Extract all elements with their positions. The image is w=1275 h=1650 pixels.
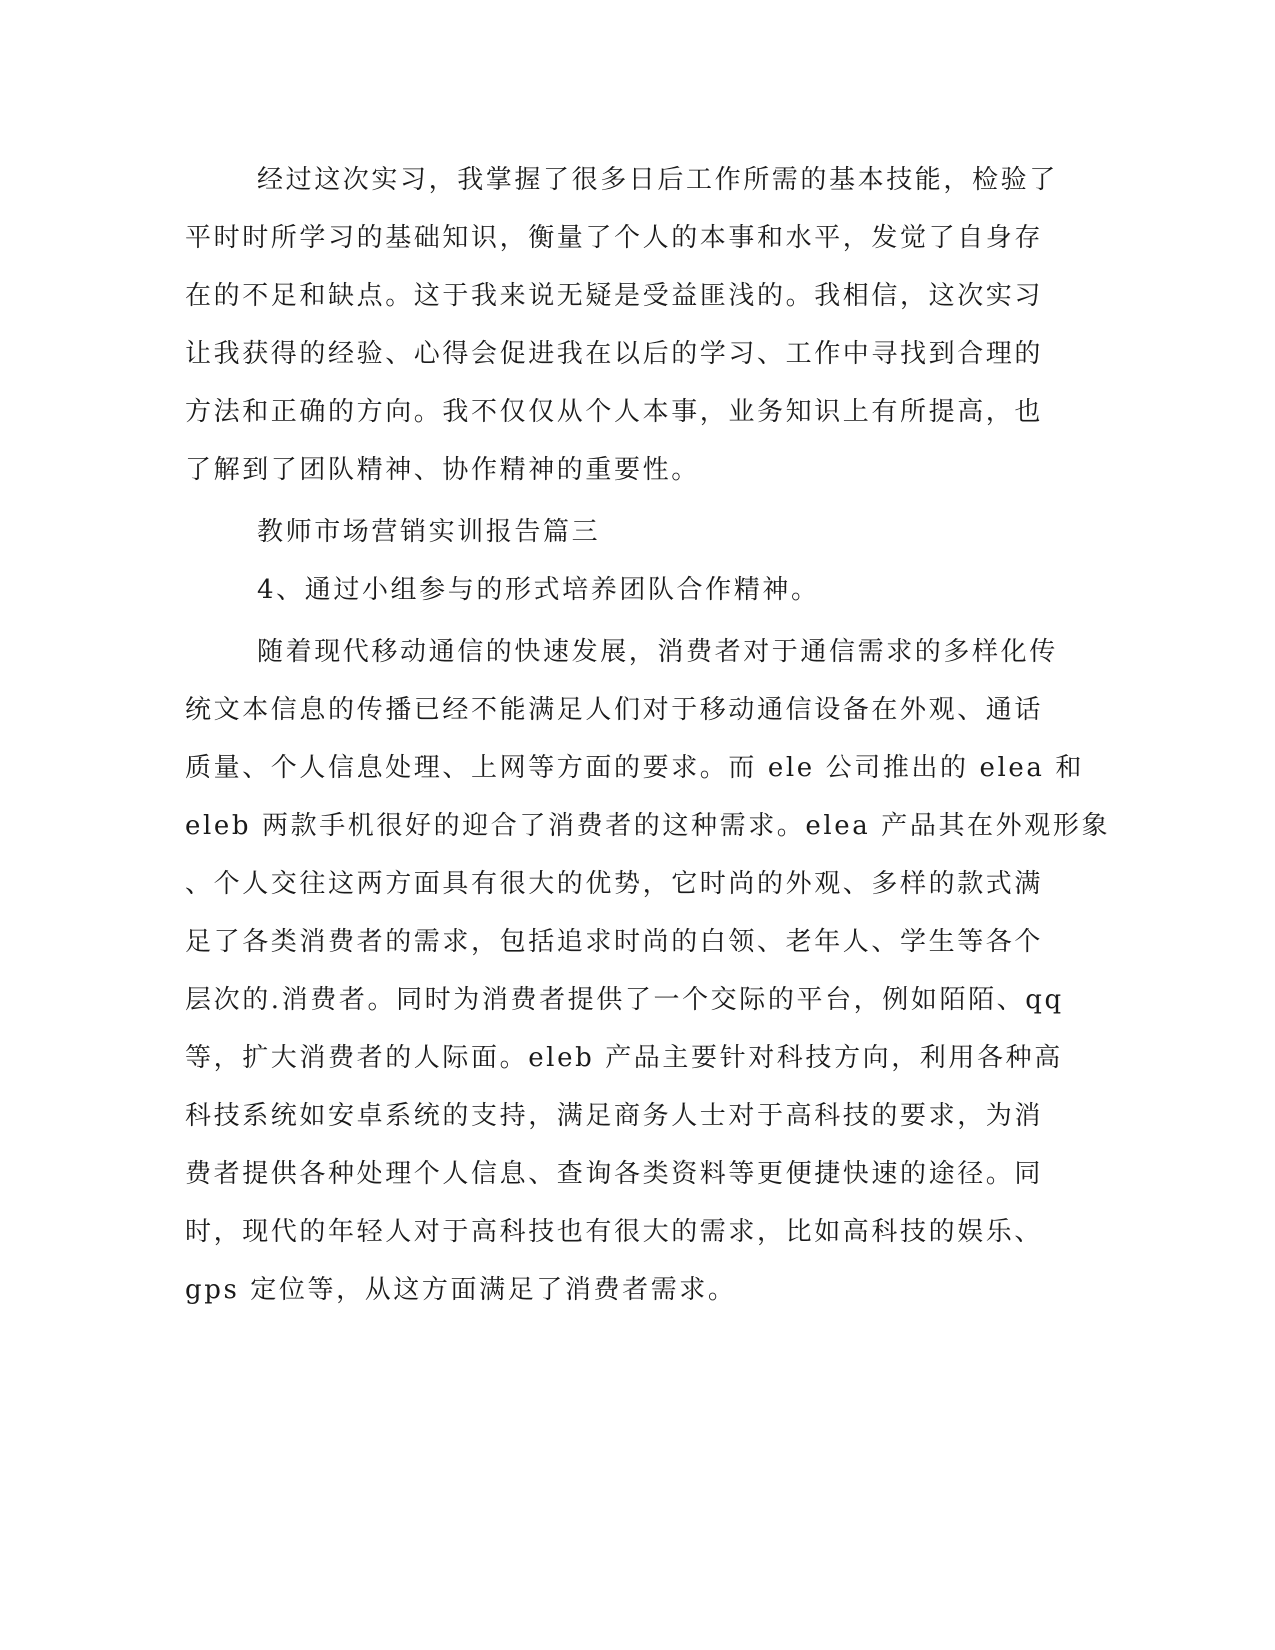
list-item-4: 4、通过小组参与的形式培养团队合作精神。	[257, 575, 820, 605]
paragraph-1-line-2: 平时时所学习的基础知识，衡量了个人的本事和水平，发觉了自身存	[185, 223, 1044, 253]
paragraph-2-line-2: 统文本信息的传播已经不能满足人们对于移动通信设备在外观、通话	[185, 695, 1044, 725]
paragraph-2-line-9: 科技系统如安卓系统的支持，满足商务人士对于高科技的要求，为消	[185, 1101, 1044, 1131]
paragraph-2-line-11: 时，现代的年轻人对于高科技也有很大的需求，比如高科技的娱乐、	[185, 1217, 1044, 1247]
paragraph-2-line-4: eleb 两款手机很好的迎合了消费者的这种需求。elea 产品其在外观形象	[185, 811, 1111, 841]
paragraph-2-line-5: 、个人交往这两方面具有很大的优势，它时尚的外观、多样的款式满	[185, 869, 1044, 899]
paragraph-2-line-7: 层次的.消费者。同时为消费者提供了一个交际的平台，例如陌陌、qq	[185, 985, 1064, 1015]
paragraph-2-line-8: 等，扩大消费者的人际面。eleb 产品主要针对科技方向，利用各种高	[185, 1043, 1063, 1073]
paragraph-1-line-1: 经过这次实习，我掌握了很多日后工作所需的基本技能，检验了	[257, 165, 1058, 195]
paragraph-2-line-3: 质量、个人信息处理、上网等方面的要求。而 ele 公司推出的 elea 和	[185, 753, 1084, 783]
paragraph-1-line-3: 在的不足和缺点。这于我来说无疑是受益匪浅的。我相信，这次实习	[185, 281, 1044, 311]
paragraph-1-line-5: 方法和正确的方向。我不仅仅从个人本事，业务知识上有所提高，也	[185, 397, 1044, 427]
paragraph-2-line-1: 随着现代移动通信的快速发展，消费者对于通信需求的多样化传	[257, 637, 1058, 667]
paragraph-1-line-6: 了解到了团队精神、协作精神的重要性。	[185, 455, 700, 485]
paragraph-2-line-10: 费者提供各种处理个人信息、查询各类资料等更便捷快速的途径。同	[185, 1159, 1044, 1189]
paragraph-2-line-12: gps 定位等，从这方面满足了消费者需求。	[185, 1275, 737, 1305]
section-heading: 教师市场营销实训报告篇三	[257, 517, 601, 547]
paragraph-1-line-4: 让我获得的经验、心得会促进我在以后的学习、工作中寻找到合理的	[185, 339, 1044, 369]
paragraph-2-line-6: 足了各类消费者的需求，包括追求时尚的白领、老年人、学生等各个	[185, 927, 1044, 957]
